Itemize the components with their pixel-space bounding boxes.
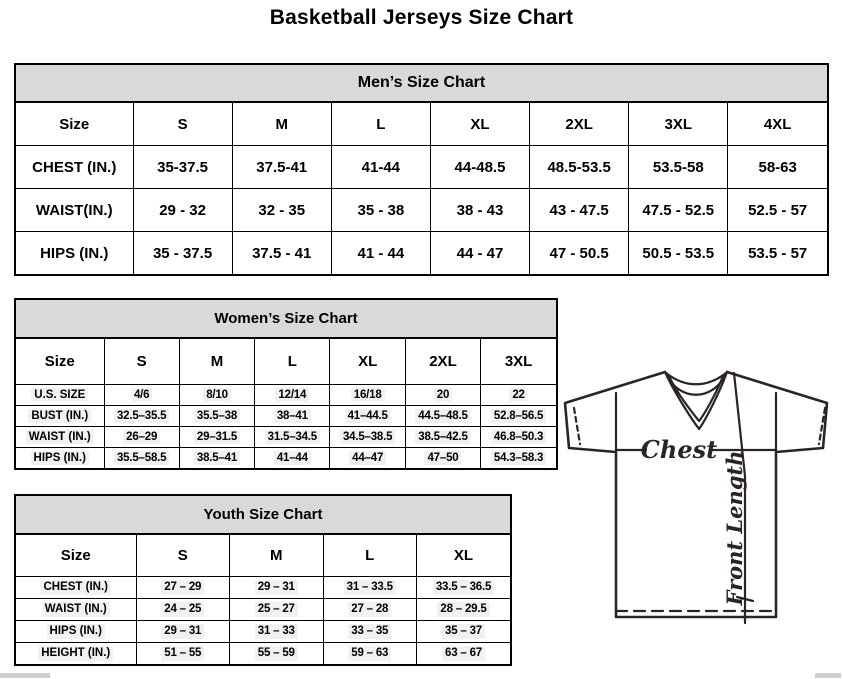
table-cell: 38.5–42.5 — [405, 427, 480, 448]
column-header: S — [133, 103, 232, 146]
chest-label: Chest — [640, 435, 718, 464]
table-cell: 20 — [405, 385, 480, 406]
table-cell: 44.5–48.5 — [405, 406, 480, 427]
table-cell: 41-44 — [331, 146, 430, 189]
column-header: L — [255, 339, 330, 385]
table-cell: 38 - 43 — [430, 189, 529, 232]
column-header: 4XL — [728, 103, 827, 146]
table-row — [16, 621, 510, 643]
scrollbar-left-piece[interactable] — [0, 673, 50, 678]
table-cell: 35 – 37 — [417, 621, 511, 643]
column-header: 3XL — [629, 103, 728, 146]
table-cell: 54.3–58.3 — [481, 448, 556, 469]
table-cell: 33.5 – 36.5 — [417, 577, 511, 599]
table-cell: 55 – 59 — [230, 643, 324, 665]
table-cell: 58-63 — [728, 146, 827, 189]
table-cell: 44–47 — [330, 448, 405, 469]
table-cell: 4/6 — [104, 385, 179, 406]
table-cell: 52.8–56.5 — [481, 406, 556, 427]
column-header: S — [136, 535, 230, 577]
table-cell: 32 - 35 — [232, 189, 331, 232]
jersey-left-cuff-dashes — [574, 408, 580, 444]
table-cell: 31.5–34.5 — [255, 427, 330, 448]
column-header: M — [230, 535, 324, 577]
table-cell: 47.5 - 52.5 — [629, 189, 728, 232]
table-cell: 29 - 32 — [133, 189, 232, 232]
youth-size-chart — [14, 494, 512, 666]
mens-size-chart — [14, 63, 829, 276]
row-label: WAIST (IN.) — [16, 427, 104, 448]
table-cell: 29 – 31 — [136, 621, 230, 643]
table-cell: 31 – 33.5 — [323, 577, 417, 599]
table-row — [16, 385, 556, 406]
youth-table-body — [16, 577, 510, 665]
row-label: HEIGHT (IN.) — [16, 643, 136, 665]
table-cell: 48.5-53.5 — [530, 146, 629, 189]
table-row — [16, 189, 827, 232]
row-label: HIPS (IN.) — [16, 232, 133, 275]
row-label: WAIST (IN.) — [16, 599, 136, 621]
table-cell: 63 – 67 — [417, 643, 511, 665]
table-cell: 59 – 63 — [323, 643, 417, 665]
column-header: Size — [16, 103, 133, 146]
table-cell: 25 – 27 — [230, 599, 324, 621]
table-cell: 8/10 — [179, 385, 254, 406]
row-label: HIPS (IN.) — [16, 621, 136, 643]
table-cell: 35.5–58.5 — [104, 448, 179, 469]
table-row — [16, 448, 556, 469]
mens-table — [16, 103, 827, 274]
table-cell: 28 – 29.5 — [417, 599, 511, 621]
horizontal-scrollbar[interactable] — [0, 671, 843, 679]
row-label: CHEST (IN.) — [16, 577, 136, 599]
table-row — [16, 232, 827, 275]
table-cell: 41–44 — [255, 448, 330, 469]
womens-size-chart — [14, 298, 558, 470]
column-header: 2XL — [405, 339, 480, 385]
table-cell: 35 - 38 — [331, 189, 430, 232]
mens-column-header-row — [16, 103, 827, 146]
table-cell: 51 – 55 — [136, 643, 230, 665]
table-cell: 32.5–35.5 — [104, 406, 179, 427]
table-cell: 53.5-58 — [629, 146, 728, 189]
page-title: Basketball Jerseys Size Chart — [269, 6, 574, 29]
table-cell: 12/14 — [255, 385, 330, 406]
table-cell: 38–41 — [255, 406, 330, 427]
table-cell: 29–31.5 — [179, 427, 254, 448]
column-header: Size — [16, 535, 136, 577]
table-row — [16, 599, 510, 621]
column-header: M — [179, 339, 254, 385]
table-cell: 35 - 37.5 — [133, 232, 232, 275]
table-row — [16, 577, 510, 599]
table-cell: 46.8–50.3 — [481, 427, 556, 448]
column-header: S — [104, 339, 179, 385]
table-cell: 43 - 47.5 — [530, 189, 629, 232]
column-header: XL — [330, 339, 405, 385]
table-cell: 53.5 - 57 — [728, 232, 827, 275]
jersey-vneck — [665, 372, 727, 429]
table-cell: 37.5-41 — [232, 146, 331, 189]
youth-table — [16, 535, 510, 664]
row-label: BUST (IN.) — [16, 406, 104, 427]
womens-column-header-row — [16, 339, 556, 385]
table-cell: 35-37.5 — [133, 146, 232, 189]
scrollbar-right-piece[interactable] — [815, 673, 841, 678]
table-cell: 34.5–38.5 — [330, 427, 405, 448]
table-cell: 52.5 - 57 — [728, 189, 827, 232]
column-header: L — [323, 535, 417, 577]
column-header: XL — [417, 535, 511, 577]
table-cell: 37.5 - 41 — [232, 232, 331, 275]
column-header: XL — [430, 103, 529, 146]
row-label: WAIST(IN.) — [16, 189, 133, 232]
table-cell: 50.5 - 53.5 — [629, 232, 728, 275]
womens-chart-header: Women’s Size Chart — [16, 300, 556, 339]
table-cell: 33 – 35 — [323, 621, 417, 643]
table-row — [16, 643, 510, 665]
front-length-label: Front Length — [722, 450, 747, 606]
table-cell: 22 — [481, 385, 556, 406]
table-row — [16, 427, 556, 448]
row-label: CHEST (IN.) — [16, 146, 133, 189]
column-header: 2XL — [530, 103, 629, 146]
table-cell: 47–50 — [405, 448, 480, 469]
table-cell: 27 – 28 — [323, 599, 417, 621]
row-label: HIPS (IN.) — [16, 448, 104, 469]
table-cell: 27 – 29 — [136, 577, 230, 599]
column-header: M — [232, 103, 331, 146]
womens-table — [16, 339, 556, 468]
youth-chart-header: Youth Size Chart — [16, 496, 510, 535]
table-cell: 41 - 44 — [331, 232, 430, 275]
column-header: L — [331, 103, 430, 146]
table-cell: 38.5–41 — [179, 448, 254, 469]
table-cell: 29 – 31 — [230, 577, 324, 599]
table-cell: 24 – 25 — [136, 599, 230, 621]
table-cell: 31 – 33 — [230, 621, 324, 643]
table-cell: 35.5–38 — [179, 406, 254, 427]
jersey-outline — [565, 372, 827, 617]
mens-table-body — [16, 146, 827, 275]
table-row — [16, 406, 556, 427]
column-header: 3XL — [481, 339, 556, 385]
table-cell: 26–29 — [104, 427, 179, 448]
womens-table-body — [16, 385, 556, 469]
table-cell: 16/18 — [330, 385, 405, 406]
youth-column-header-row — [16, 535, 510, 577]
table-cell: 41–44.5 — [330, 406, 405, 427]
table-cell: 44-48.5 — [430, 146, 529, 189]
jersey-measurement-diagram — [557, 366, 842, 634]
table-cell: 44 - 47 — [430, 232, 529, 275]
table-cell: 47 - 50.5 — [530, 232, 629, 275]
table-row — [16, 146, 827, 189]
row-label: U.S. SIZE — [16, 385, 104, 406]
mens-chart-header: Men’s Size Chart — [16, 65, 827, 103]
column-header: Size — [16, 339, 104, 385]
